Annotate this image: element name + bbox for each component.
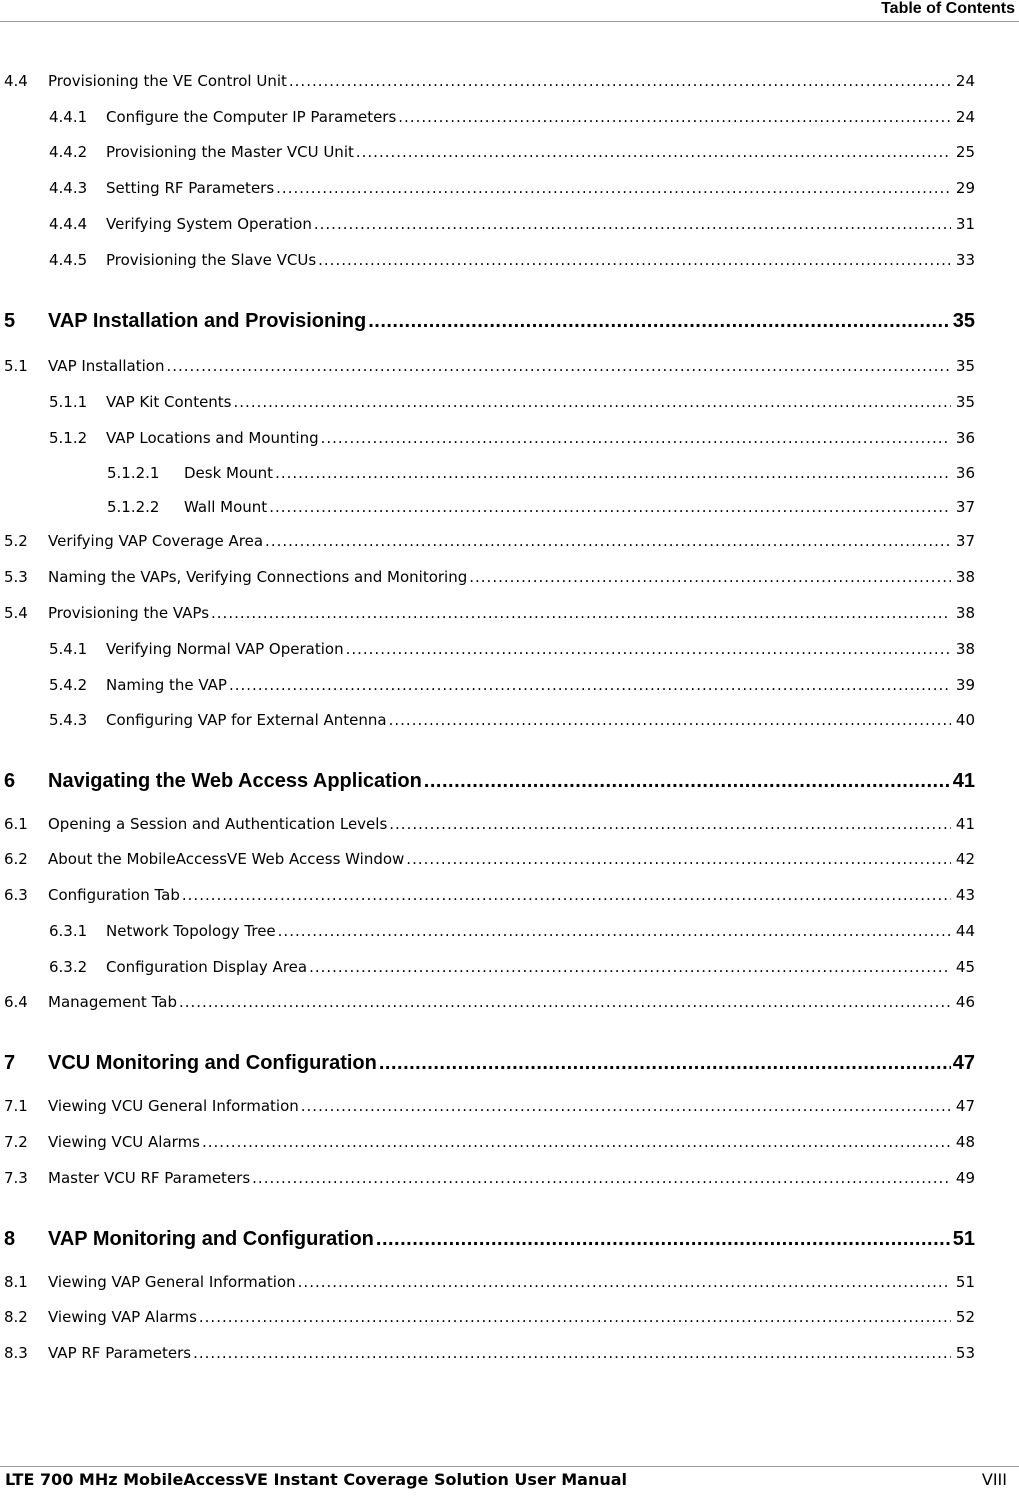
toc-entry-number: 6.3	[4, 886, 28, 904]
toc-entry[interactable]	[0, 215, 975, 233]
toc-dot-leader	[211, 604, 951, 622]
toc-entry-page: 44	[955, 922, 975, 940]
toc-entry-number: 7	[4, 1052, 16, 1074]
toc-entry[interactable]	[0, 886, 975, 904]
toc-entry-number: 8	[4, 1228, 16, 1250]
toc-entry-page: 38	[955, 640, 975, 658]
toc-entry-page: 47	[952, 1052, 975, 1074]
toc-entry[interactable]	[0, 1273, 975, 1291]
toc-entry-title: VCU Monitoring and Configuration	[48, 1052, 377, 1074]
toc-dot-leader	[199, 1308, 951, 1326]
toc-entry-title: Configuration Display Area	[106, 958, 308, 976]
toc-dot-leader	[276, 179, 951, 197]
toc-entry-title: Provisioning the Master VCU Unit	[106, 143, 354, 161]
toc-entry-number: 6.1	[4, 815, 28, 833]
toc-entry-title: Verifying VAP Coverage Area	[48, 532, 264, 550]
toc-entry-number: 5.1.2.2	[107, 498, 160, 516]
toc-entry-title: VAP Locations and Mounting	[106, 429, 319, 447]
toc-dot-leader	[424, 770, 951, 793]
toc-entry-number: 7.2	[4, 1133, 28, 1151]
toc-entry-page: 43	[955, 886, 975, 904]
toc-entry-number: 4.4.3	[49, 179, 88, 197]
toc-entry-title: Viewing VCU Alarms	[48, 1133, 200, 1151]
toc-entry-page: 40	[955, 711, 975, 729]
toc-dot-leader	[301, 1097, 951, 1115]
toc-entry-number: 8.1	[4, 1273, 28, 1291]
toc-dot-leader	[269, 498, 951, 516]
toc-entry-number: 6.4	[4, 993, 28, 1011]
toc-entry-page: 24	[955, 72, 975, 90]
toc-entry-page: 48	[955, 1133, 975, 1151]
toc-entry-title: Configure the Computer IP Parameters	[106, 108, 397, 126]
footer-divider	[0, 1466, 1019, 1467]
toc-entry[interactable]	[0, 464, 975, 482]
toc-entry-number: 5.1.2	[49, 429, 88, 447]
toc-entry[interactable]	[0, 179, 975, 197]
toc-entry-page: 45	[955, 958, 975, 976]
toc-entry-title: Viewing VCU General Information	[48, 1097, 299, 1115]
toc-dot-leader	[275, 464, 951, 482]
toc-entry-number: 5	[4, 310, 16, 332]
toc-entry-number: 7.3	[4, 1169, 28, 1187]
toc-entry[interactable]	[0, 357, 975, 375]
toc-entry[interactable]	[0, 108, 975, 126]
toc-entry[interactable]	[0, 676, 975, 694]
toc-dot-leader	[376, 1228, 951, 1251]
toc-entry-title: Management Tab	[48, 993, 177, 1011]
toc-dot-leader	[398, 108, 951, 126]
toc-entry[interactable]	[0, 1169, 975, 1187]
toc-entry-page: 36	[955, 429, 975, 447]
toc-entry[interactable]	[0, 815, 975, 833]
toc-entry[interactable]	[0, 1344, 975, 1362]
toc-entry-number: 5.1	[4, 357, 28, 375]
toc-entry-title: Navigating the Web Access Application	[48, 770, 422, 792]
toc-dot-leader	[379, 1052, 951, 1075]
toc-entry[interactable]	[0, 1228, 975, 1251]
toc-entry[interactable]	[0, 532, 975, 550]
toc-entry[interactable]	[0, 143, 975, 161]
toc-entry[interactable]	[0, 1052, 975, 1075]
toc-entry-page: 35	[952, 310, 975, 332]
toc-entry-page: 42	[955, 850, 975, 868]
toc-entry-title: Provisioning the Slave VCUs	[106, 251, 317, 269]
toc-dot-leader	[389, 815, 951, 833]
toc-entry-title: Viewing VAP Alarms	[48, 1308, 197, 1326]
toc-entry-title: Desk Mount	[184, 464, 274, 482]
toc-entry-page: 37	[955, 498, 975, 516]
toc-entry-title: Opening a Session and Authentication Levels	[48, 815, 388, 833]
toc-entry[interactable]	[0, 770, 975, 793]
toc-dot-leader	[179, 993, 951, 1011]
toc-entry-page: 49	[955, 1169, 975, 1187]
toc-entry[interactable]	[0, 310, 975, 333]
toc-entry[interactable]	[0, 850, 975, 868]
toc-entry[interactable]	[0, 429, 975, 447]
toc-entry-number: 5.4.1	[49, 640, 88, 658]
toc-entry-number: 8.3	[4, 1344, 28, 1362]
toc-entry-number: 7.1	[4, 1097, 28, 1115]
toc-entry-page: 33	[955, 251, 975, 269]
toc-entry[interactable]	[0, 1097, 975, 1115]
toc-entry-number: 8.2	[4, 1308, 28, 1326]
toc-dot-leader	[346, 640, 951, 658]
toc-entry-page: 46	[955, 993, 975, 1011]
toc-dot-leader	[298, 1273, 951, 1291]
page-header-title: Table of Contents	[881, 0, 1015, 17]
toc-entry-title: VAP Kit Contents	[106, 393, 232, 411]
toc-entry[interactable]	[0, 568, 975, 586]
toc-entry[interactable]	[0, 1308, 975, 1326]
toc-entry-title: VAP Installation	[48, 357, 165, 375]
toc-entry-number: 4.4.2	[49, 143, 88, 161]
toc-entry[interactable]	[0, 251, 975, 269]
footer-manual-title: LTE 700 MHz MobileAccessVE Instant Coverage Solution User Manual	[5, 1470, 628, 1489]
toc-entry[interactable]	[0, 72, 975, 90]
toc-entry[interactable]	[0, 1133, 975, 1151]
toc-entry-page: 35	[955, 393, 975, 411]
toc-dot-leader	[202, 1133, 951, 1151]
toc-dot-leader	[278, 922, 951, 940]
toc-dot-leader	[314, 215, 951, 233]
toc-dot-leader	[234, 393, 951, 411]
toc-entry-page: 36	[955, 464, 975, 482]
toc-entry[interactable]	[0, 711, 975, 729]
toc-entry-number: 5.1.1	[49, 393, 88, 411]
toc-entry-title: VAP Installation and Provisioning	[48, 310, 367, 332]
toc-entry-page: 39	[955, 676, 975, 694]
toc-dot-leader	[318, 251, 951, 269]
toc-entry-page: 29	[955, 179, 975, 197]
toc-entry-page: 47	[955, 1097, 975, 1115]
toc-entry-number: 4.4.5	[49, 251, 88, 269]
toc-dot-leader	[193, 1344, 951, 1362]
toc-dot-leader	[406, 850, 951, 868]
toc-dot-leader	[229, 676, 951, 694]
toc-entry[interactable]	[0, 640, 975, 658]
toc-entry-page: 53	[955, 1344, 975, 1362]
toc-entry-number: 5.3	[4, 568, 28, 586]
toc-dot-leader	[166, 357, 951, 375]
toc-entry-title: Master VCU RF Parameters	[48, 1169, 251, 1187]
toc-entry-page: 38	[955, 604, 975, 622]
toc-entry-page: 31	[955, 215, 975, 233]
toc-entry-page: 25	[955, 143, 975, 161]
toc-entry[interactable]	[0, 922, 975, 940]
toc-entry-title: Verifying System Operation	[106, 215, 312, 233]
toc-entry-title: Network Topology Tree	[106, 922, 276, 940]
toc-entry-title: Configuring VAP for External Antenna	[106, 711, 387, 729]
toc-entry-title: Wall Mount	[184, 498, 268, 516]
toc-dot-leader	[368, 310, 951, 333]
toc-entry[interactable]	[0, 393, 975, 411]
toc-entry-number: 4.4.4	[49, 215, 88, 233]
toc-entry-number: 5.1.2.1	[107, 464, 160, 482]
toc-entry[interactable]	[0, 958, 975, 976]
toc-entry-number: 5.4.2	[49, 676, 88, 694]
toc-dot-leader	[182, 886, 951, 904]
toc-entry-page: 24	[955, 108, 975, 126]
toc-entry-title: Naming the VAP	[106, 676, 227, 694]
toc-entry[interactable]	[0, 604, 975, 622]
toc-dot-leader	[289, 72, 951, 90]
toc-entry-page: 38	[955, 568, 975, 586]
toc-entry[interactable]	[0, 993, 975, 1011]
toc-dot-leader	[469, 568, 951, 586]
footer-page-number: VIII	[981, 1470, 1007, 1489]
toc-entry[interactable]	[0, 498, 975, 516]
toc-entry-page: 52	[955, 1308, 975, 1326]
toc-entry-number: 5.4	[4, 604, 28, 622]
toc-entry-page: 41	[955, 815, 975, 833]
toc-dot-leader	[356, 143, 951, 161]
toc-entry-title: Naming the VAPs, Verifying Connections and Monitoring	[48, 568, 468, 586]
toc-dot-leader	[309, 958, 951, 976]
toc-dot-leader	[321, 429, 951, 447]
toc-entry-title: VAP Monitoring and Configuration	[48, 1228, 374, 1250]
toc-entry-number: 6	[4, 770, 16, 792]
toc-entry-number: 5.2	[4, 532, 28, 550]
toc-entry-title: Provisioning the VE Control Unit	[48, 72, 287, 90]
toc-entry-number: 6.2	[4, 850, 28, 868]
toc-dot-leader	[252, 1169, 951, 1187]
toc-entry-number: 5.4.3	[49, 711, 88, 729]
toc-entry-page: 41	[952, 770, 975, 792]
toc-entry-number: 6.3.2	[49, 958, 88, 976]
toc-entry-number: 4.4.1	[49, 108, 88, 126]
toc-dot-leader	[389, 711, 951, 729]
toc-entry-title: Configuration Tab	[48, 886, 180, 904]
toc-entry-title: Viewing VAP General Information	[48, 1273, 296, 1291]
toc-entry-title: VAP RF Parameters	[48, 1344, 192, 1362]
toc-entry-title: About the MobileAccessVE Web Access Window	[48, 850, 405, 868]
toc-entry-page: 51	[952, 1228, 975, 1250]
toc-entry-title: Verifying Normal VAP Operation	[106, 640, 344, 658]
toc-entry-page: 35	[955, 357, 975, 375]
toc-entry-title: Provisioning the VAPs	[48, 604, 210, 622]
toc-entry-number: 6.3.1	[49, 922, 88, 940]
toc-entry-number: 4.4	[4, 72, 28, 90]
toc-dot-leader	[265, 532, 951, 550]
toc-entry-title: Setting RF Parameters	[106, 179, 275, 197]
toc-entry-page: 51	[955, 1273, 975, 1291]
toc-entry-page: 37	[955, 532, 975, 550]
